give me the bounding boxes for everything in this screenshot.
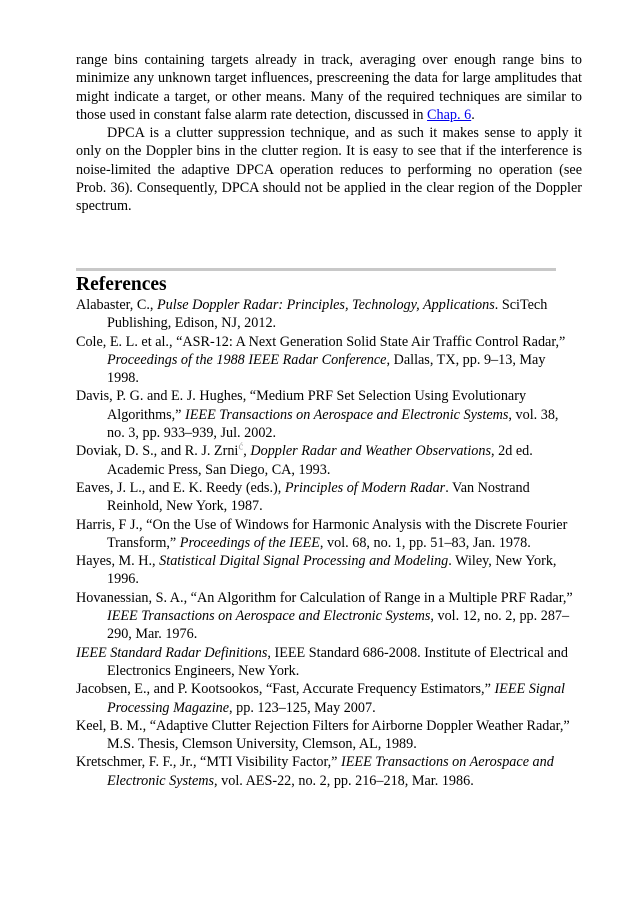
reference-item: Alabaster, C., Pulse Doppler Radar: Principles, Technology, Applications. SciTech Publishing, Edison, NJ, 2012. [76,297,548,332]
paragraph-2: DPCA is a clutter suppression technique, and as such it makes sense to apply it only on the Doppler bins in the clutter region. It is easy to see that if the interference is noise-limited the adaptive DPCA operation reduces to performing no operation (see Prob. 36). Consequently, DPCA should not be applied in the clear region of the Doppler spectrum. [76,125,582,215]
references-heading: References [76,274,167,295]
paragraph-1-text: range bins containing targets already in track, averaging over enough range bins to minimize any unknown target influences, prescreening the data for large amplitudes that might indicate a target, or other means. Many of the required techniques are similar to those used in constant false alarm rate detection, discussed in [76,52,582,123]
paragraph-1-end: . [471,106,475,123]
reference-list [76,296,576,790]
reference-item: IEEE Standard Radar Definitions, IEEE Standard 686-2008. Institute of Electrical and Electronics Engineers, New York. [76,644,568,679]
body-text [76,51,582,216]
reference-item: Jacobsen, E., and P. Kootsookos, “Fast, Accurate Frequency Estimators,” IEEE Signal Processing Magazine, pp. 123–125, May 2007. [76,681,565,716]
reference-item: Davis, P. G. and E. J. Hughes, “Medium PRF Set Selection Using Evolutionary Algorithms,” IEEE Transactions on Aerospace and Electronic Systems, vol. 38, no. 3, pp. 933–939, Jul. 2002. [76,388,559,442]
diacritic-mark: ć [238,440,244,453]
reference-item: Harris, F J., “On the Use of Windows for Harmonic Analysis with the Discrete Fourier Transform,” Proceedings of the IEEE, vol. 68, no. 1, pp. 51–83, Jan. 1978. [76,516,568,551]
reference-item: Doviak, D. S., and R. J. Zrni$^ć$, Doppler Radar and Weather Observations, 2d ed. Academic Press, San Diego, CA, 1993. [76,440,533,478]
reference-item: Eaves, J. L., and E. K. Reedy (eds.), Principles of Modern Radar. Van Nostrand Reinhold, New York, 1987. [76,479,530,515]
section-divider [76,268,556,271]
chapter-6-link[interactable]: Chap. 6 [427,106,472,123]
reference-item: Keel, B. M., “Adaptive Clutter Rejection Filters for Airborne Doppler Weather Radar,” M.S. Thesis, Clemson University, Clemson, AL, 1989. [76,717,570,753]
paragraph-1 [76,51,582,124]
reference-item: Kretschmer, F. F., Jr., “MTI Visibility Factor,” IEEE Transactions on Aerospace and Electronic Systems, vol. AES-22, no. 2, pp. 216–218, Mar. 1986. [76,754,554,789]
reference-item: Hayes, M. H., Statistical Digital Signal Processing and Modeling. Wiley, New York, 1996. [76,553,557,588]
reference-item: Cole, E. L. et al., “ASR-12: A Next Generation Solid State Air Traffic Control Radar,” Proceedings of the 1988 IEEE Radar Conference, Dallas, TX, pp. 9–13, May 1998. [76,333,566,387]
reference-item: Hovanessian, S. A., “An Algorithm for Calculation of Range in a Multiple PRF Radar,” IEEE Transactions on Aerospace and Electronic Systems, vol. 12, no. 2, pp. 287–290, Mar. 1976. [76,589,573,643]
